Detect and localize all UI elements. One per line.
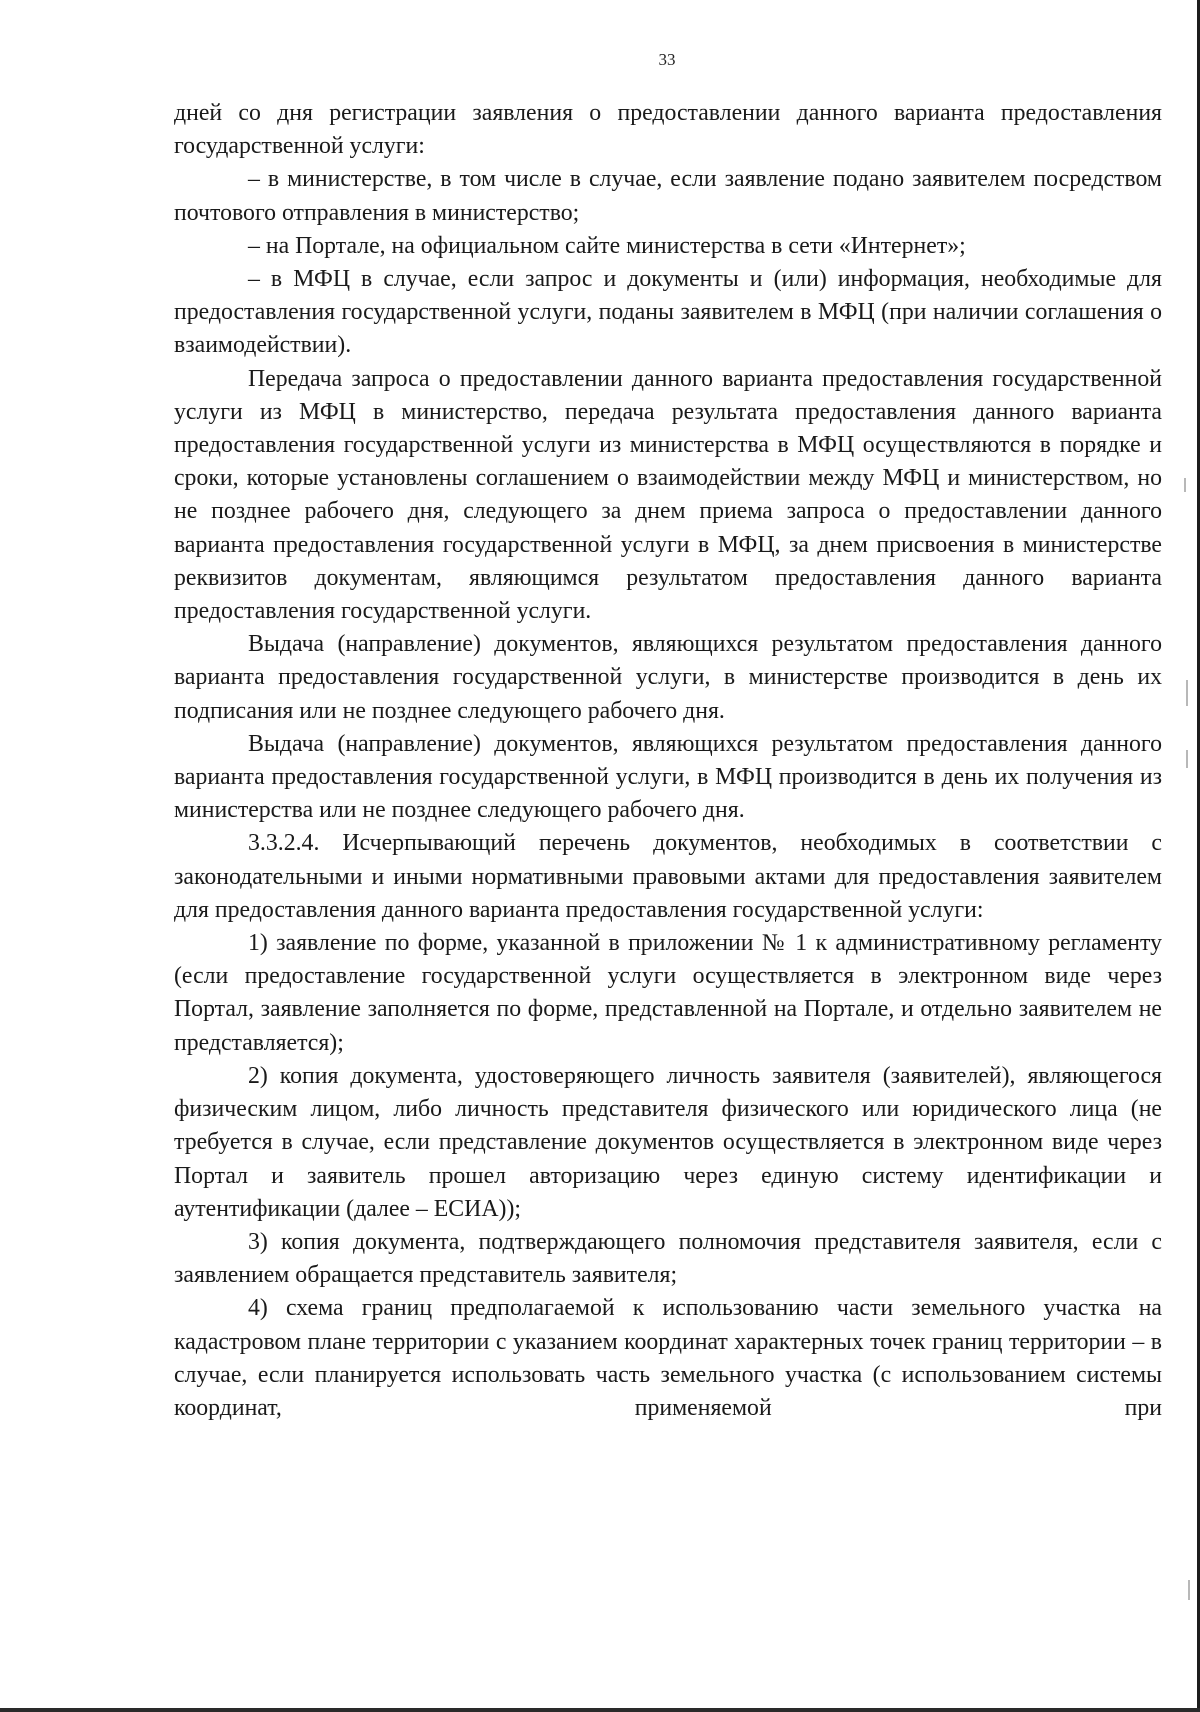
paragraph: 4) схема границ предполагаемой к использованию части земельного участка на кадастровом плане территории с указанием координат характерных точек границ территории – в случае, если планируется использовать часть земельного участка (с использованием системы координат, применяемой при (174, 1295, 1162, 1421)
paragraph: 3) копия документа, подтверждающего полномочия представителя заявителя, если с заявлением обращается представитель заявителя; (174, 1228, 1162, 1289)
paragraph: 3.3.2.4. Исчерпывающий перечень документов, необходимых в соответствии с законодательными и иными нормативными правовыми актами для предоставления заявителем для предоставления данного варианта предоставления государственной услуги: (174, 830, 1162, 923)
scan-mark (1188, 1580, 1190, 1600)
scan-mark (1186, 680, 1188, 706)
paragraph: – в МФЦ в случае, если запрос и документы и (или) информация, необходимые для предоставления государственной услуги, поданы заявителем в МФЦ (при наличии соглашения о взаимодействии). (174, 266, 1162, 359)
scan-mark (1184, 478, 1186, 492)
paragraph: – в министерстве, в том числе в случае, если заявление подано заявителем посредством почтового отправления в министерство; (174, 166, 1162, 226)
paragraph: 1) заявление по форме, указанной в приложении № 1 к административному регламенту (если предоставление государственной услуги осуществляется в электронном виде через Портал, заявление заполняется по форме, представленной на Портале, и отдельно заявителем не представляется); (174, 930, 1162, 1056)
paragraph: Выдача (направление) документов, являющихся результатом предоставления данного варианта предоставления государственной услуги, в министерстве производится в день их подписания или не позднее следующего рабочего дня. (174, 631, 1162, 724)
scan-mark (1186, 750, 1188, 768)
paragraph: Передача запроса о предоставлении данного варианта предоставления государственной услуги из МФЦ в министерство, передача результата предоставления данного варианта предоставления государственной услуги из министерства в МФЦ осуществляются в порядке и сроки, которые установлены соглашением о взаимодействии между МФЦ и министерством, но не позднее рабочего дня, следующего за днем приема запроса о предоставлении данного варианта предоставления государственной услуги в МФЦ, за днем присвоения в министерстве реквизитов документам, являющимся результатом предоставления данного варианта предоставления государственной услуги. (174, 365, 1162, 625)
paragraph: 2) копия документа, удостоверяющего личность заявителя (заявителей), являющегося физическим лицом, либо личность представителя физического или юридического лица (не требуется в случае, если представление документов осуществляется в электронном виде через Портал и заявитель прошел авторизацию через единую систему идентификации и аутентификации (далее – ЕСИА)); (174, 1062, 1162, 1222)
paragraph: дней со дня регистрации заявления о предоставлении данного варианта предоставления государственной услуги: (174, 100, 1162, 160)
scan-edge-bottom (0, 1708, 1200, 1712)
paragraph: – на Портале, на официальном сайте министерства в сети «Интернет»; (248, 232, 966, 259)
document-body (174, 97, 1162, 1425)
paragraph: Выдача (направление) документов, являющихся результатом предоставления данного варианта предоставления государственной услуги, в МФЦ производится в день их получения из министерства или не позднее следующего рабочего дня. (174, 730, 1162, 824)
page-number: 33 (658, 50, 676, 69)
